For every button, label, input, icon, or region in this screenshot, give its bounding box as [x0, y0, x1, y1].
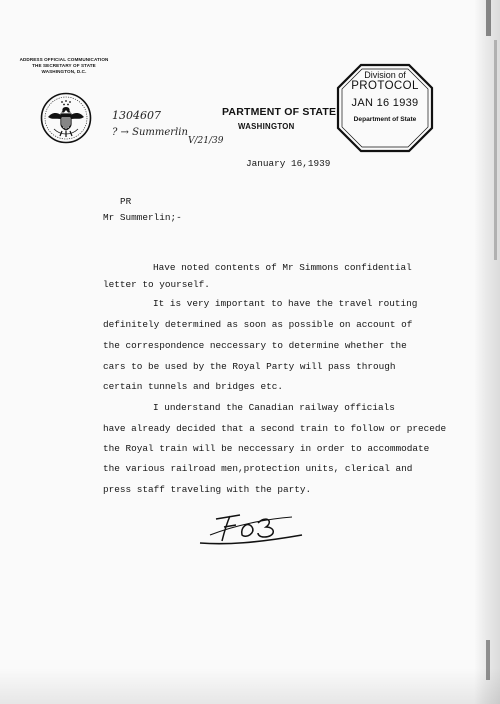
date-annotation: V/21/39 [188, 136, 224, 146]
letter-salutation: Mr Summerlin;- [103, 212, 182, 223]
file-number-annotation: 1304607 [112, 109, 161, 122]
letter-body-line: the correspondence neccessary to determine whether the [103, 340, 407, 351]
routing-annotation: ? → Summerlin [112, 127, 188, 138]
letter-body-line: have already decided that a second train to follow or precede [103, 423, 447, 434]
letter-body-line: It is very important to have the travel routing [153, 298, 418, 309]
stamp-date-text: JAN 16 1939 [351, 97, 419, 109]
signature-mark [196, 505, 306, 555]
stamp-department-text: Department of State [353, 116, 417, 123]
letterhead-address-line: ADDRESS OFFICIAL COMMUNICATION [19, 57, 109, 62]
letter-body-line: I understand the Canadian railway officials [153, 402, 395, 413]
stamp-division-text: Division of [364, 70, 406, 80]
stamp-protocol-text: PROTOCOL [351, 80, 419, 92]
department-city: WASHINGTON [238, 122, 295, 131]
letter-body-line: certain tunnels and bridges etc. [103, 381, 284, 392]
scan-bottom-shadow [0, 668, 500, 704]
letter-date: January 16,1939 [246, 158, 331, 169]
letterhead-address-line: THE SECRETARY OF STATE [32, 63, 96, 68]
letter-body-line: the Royal train will be neccessary in order to accommodate [103, 443, 430, 454]
letter-body-line: Have noted contents of Mr Simmons confidential [153, 262, 412, 273]
letter-body-line: press staff traveling with the party. [103, 484, 312, 495]
great-seal-icon [40, 92, 92, 144]
scan-mark [486, 640, 490, 680]
letter-body-line: the various railroad men,protection units, clerical and [103, 463, 413, 474]
letter-body-line: cars to be used by the Royal Party will pass through [103, 361, 396, 372]
letter-initials: PR [120, 196, 132, 207]
scan-mark [494, 40, 497, 260]
scan-mark [486, 0, 491, 36]
department-title: PARTMENT OF STATE [222, 106, 337, 118]
letter-body-line: definitely determined as soon as possible on account of [103, 319, 413, 330]
letterhead-address-line: WASHINGTON, D.C. [41, 69, 87, 74]
letter-body-line: letter to yourself. [103, 279, 210, 290]
